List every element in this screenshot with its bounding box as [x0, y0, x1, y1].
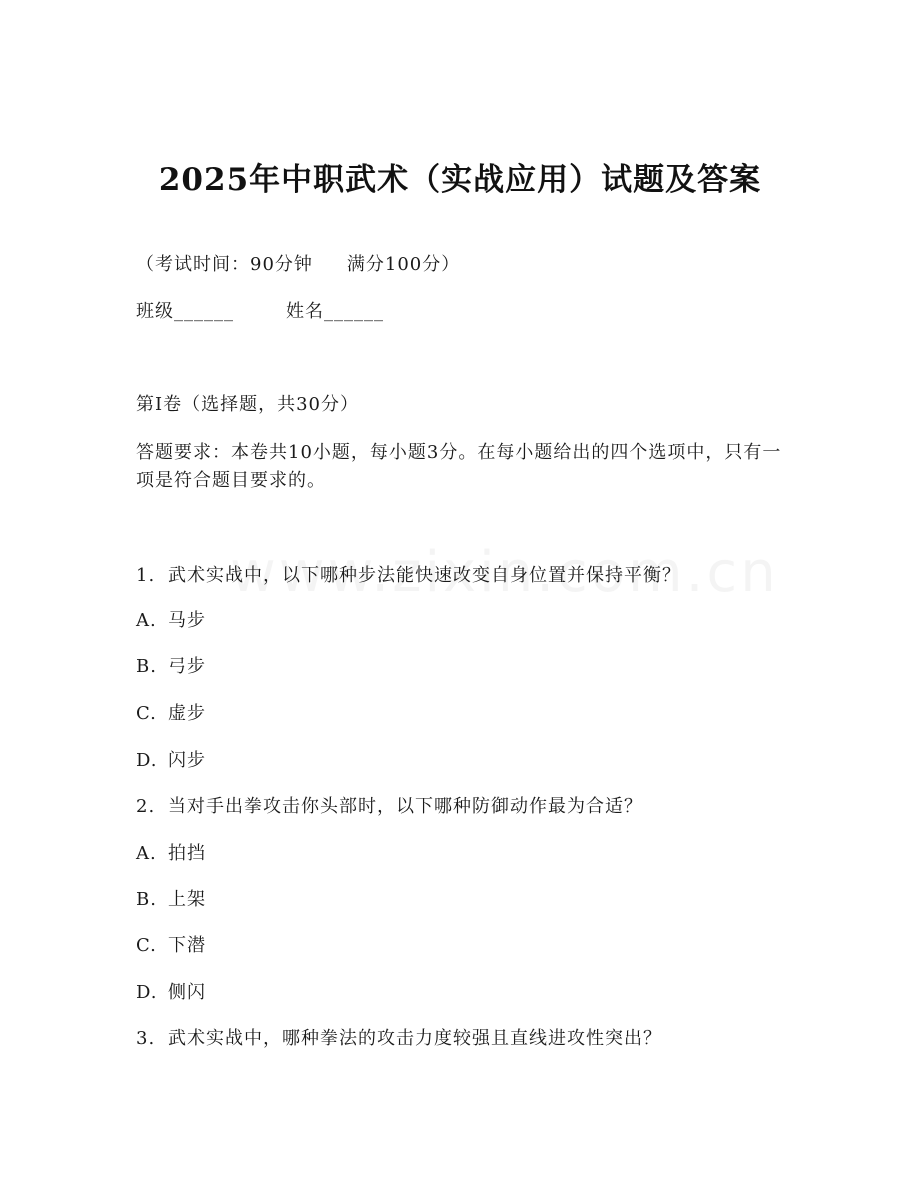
option-letter: A. — [136, 843, 157, 864]
option-letter: C. — [136, 703, 157, 724]
option-text: 拍挡 — [168, 843, 206, 864]
question-3 — [136, 1027, 662, 1051]
option-text: 弓步 — [168, 656, 206, 677]
exam-time: （考试时间：90分钟 — [136, 254, 313, 275]
option-1c — [136, 702, 206, 726]
section-instructions: 答题要求：本卷共10小题，每小题3分。在每小题给出的四个选项中，只有一项是符合题目要求的。 — [136, 442, 782, 491]
option-2d — [136, 981, 206, 1005]
option-1d — [136, 749, 206, 773]
option-letter: B. — [136, 889, 157, 910]
class-field: 班级______ — [136, 301, 234, 322]
option-text: 下潜 — [168, 935, 206, 956]
exam-info — [136, 253, 460, 277]
option-text: 马步 — [168, 610, 206, 631]
name-field: 姓名______ — [286, 301, 384, 322]
option-text: 侧闪 — [168, 982, 206, 1003]
question-number: 3. — [136, 1028, 156, 1049]
option-letter: C. — [136, 935, 157, 956]
option-1b — [136, 655, 206, 679]
question-number: 1. — [136, 565, 156, 586]
question-text: 当对手出拳攻击你头部时，以下哪种防御动作最为合适？ — [168, 796, 643, 817]
question-2 — [136, 795, 643, 819]
question-1 — [136, 564, 681, 588]
option-text: 上架 — [168, 889, 206, 910]
option-letter: B. — [136, 656, 157, 677]
student-fields — [136, 300, 384, 324]
option-letter: A. — [136, 610, 157, 631]
option-1a — [136, 609, 206, 633]
exam-score: 满分100分） — [346, 254, 461, 275]
document-title: 2025年中职武术（实战应用）试题及答案 — [158, 162, 762, 198]
option-letter: D. — [136, 750, 158, 771]
option-2a — [136, 842, 206, 866]
option-2c — [136, 934, 206, 958]
option-2b — [136, 888, 206, 912]
option-letter: D. — [136, 982, 158, 1003]
question-text: 武术实战中，以下哪种步法能快速改变自身位置并保持平衡？ — [168, 565, 681, 586]
question-text: 武术实战中，哪种拳法的攻击力度较强且直线进攻性突出？ — [168, 1028, 662, 1049]
question-number: 2. — [136, 796, 156, 817]
option-text: 虚步 — [168, 703, 206, 724]
option-text: 闪步 — [168, 750, 206, 771]
section-heading: 第I卷（选择题，共30分） — [136, 394, 360, 415]
